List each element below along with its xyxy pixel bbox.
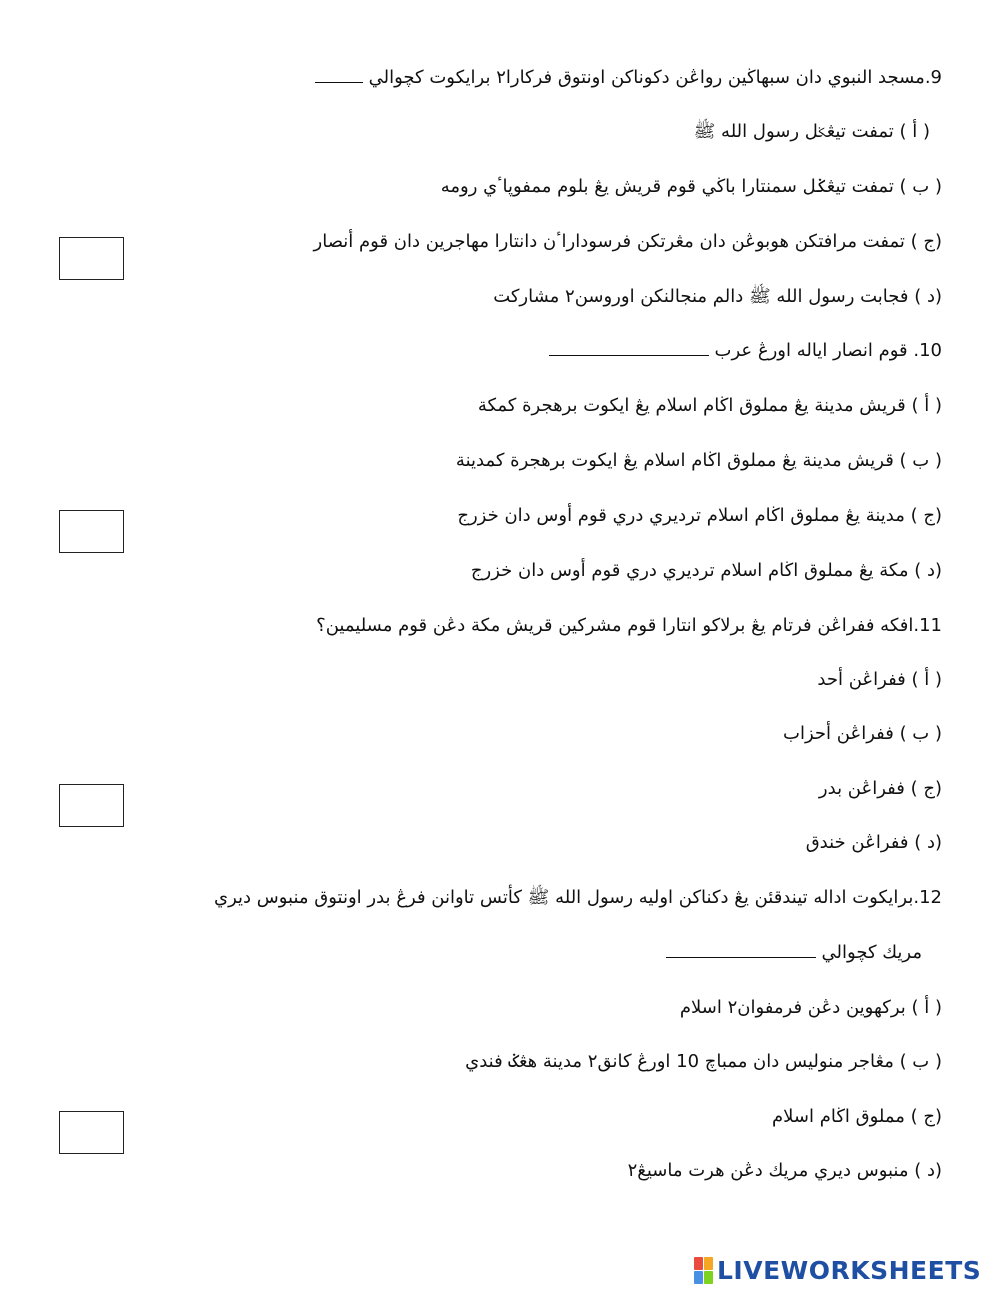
question-11-answer-box[interactable]	[59, 784, 124, 827]
question-12-option-b: ( ب ) مڠاجر منوليس دان ممباچ 10 اورڠ كانق٢ مدينة هڠݢ فندي	[465, 1051, 942, 1072]
question-10-stem: 10. قوم انصار اياله اورڠ عرب	[549, 339, 942, 363]
liveworksheets-logo-icon	[694, 1257, 713, 1284]
question-10-option-a: ( أ ) قريش مدينة يڠ مملوق اڬام اسلام يڠ ايكوت برهجرة كمكة	[477, 395, 942, 416]
question-9-answer-box[interactable]	[59, 237, 124, 280]
liveworksheets-wordmark: LIVEWORKSHEETS	[717, 1255, 982, 1285]
question-10-option-c: (ج ) مدينة يڠ مملوق اڬام اسلام ترديري دري قوم أوس دان خزرج	[457, 505, 942, 526]
question-12-stem: 12.برايكوت اداله تيندقئن يڠ دكناكن اوليه رسول الله ﷺ كأتس تاوانن فرڠ بدر اونتوق منبوس ديري	[214, 887, 942, 908]
question-11-option-b: ( ب ) ففراڠن أحزاب	[783, 723, 942, 744]
question-11-option-d: (د ) ففراڠن خندق	[805, 832, 942, 853]
question-9-option-c: (ج ) تمفت مرافتكن هوبوڠن دان مڠرتكن فرسوداراٴن دانتارا مهاجرين دان قوم أنصار	[313, 231, 942, 252]
question-12-option-d: (د ) منبوس ديري مريك دڠن هرت ماسيڠ٢	[627, 1160, 942, 1181]
question-11-option-c: (ج ) ففراڠن بدر	[818, 778, 942, 799]
question-12-option-c: (ج ) مملوق اڬام اسلام	[772, 1106, 942, 1127]
question-12-answer-box[interactable]	[59, 1111, 124, 1154]
liveworksheets-logo	[694, 1255, 981, 1285]
question-9-option-d: (د ) فجابت رسول الله ﷺ دالم منجالنكن اوروسن٢ مشاركت	[493, 286, 942, 307]
question-12-stem-continued: مريك كچوالي	[666, 941, 922, 965]
question-10-option-b: ( ب ) قريش مدينة يڠ مملوق اڬام اسلام يڠ ايكوت برهجرة كمدينة	[455, 450, 942, 471]
question-11-option-a: ( أ ) ففراڠن أحد	[817, 669, 942, 690]
question-10-option-d: (د ) مكة يڠ مملوق اڬام اسلام ترديري دري قوم أوس دان خزرج	[470, 560, 942, 581]
question-9-option-b: ( ب ) تمفت تيڠݢل سمنتارا باڬي قوم قريش يڠ بلوم ممفوڽاٴي رومه	[440, 176, 942, 197]
question-9-option-a: ( أ ) تمفت تيڠݢل رسول الله ﷺ	[693, 121, 930, 142]
question-12-option-a: ( أ ) بركهوين دڠن فرمفوان٢ اسلام	[679, 997, 942, 1018]
question-10-answer-box[interactable]	[59, 510, 124, 553]
question-9-stem: 9.مسجد النبوي دان سبهاڬين رواڠن دكوناكن اونتوق فركارا٢ برايكوت كچوالي	[315, 66, 942, 90]
question-11-stem: 11.افكه ففراڠن فرتام يڠ برلاكو انتارا قوم مشركين قريش مكة دڠن قوم مسليمين؟	[316, 615, 942, 636]
